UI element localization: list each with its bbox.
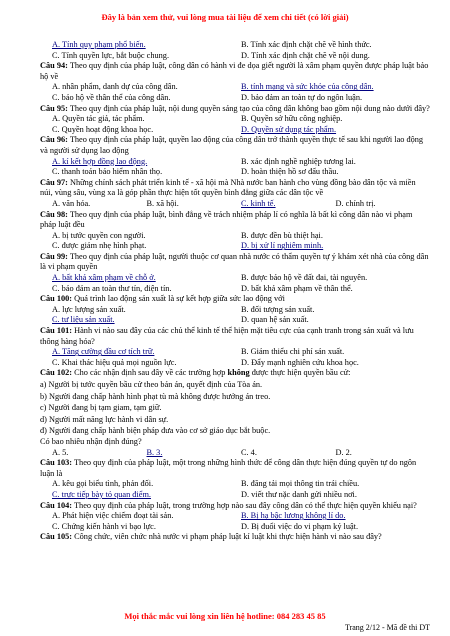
question-102 [40,368,430,379]
statement: a) Người bị tước quyền bầu cử theo bản án, quyết định của Tòa án. [40,380,263,389]
options-row [40,93,430,104]
option-a: A. văn hóa. [52,198,91,208]
question-text: Quá trình lao động sản xuất là sự kết hợp giữa sức lao động với [72,294,285,304]
page-number: Trang 2/12 - Mã đề thi DT [344,623,430,632]
options-row [40,199,430,210]
options-row [40,284,430,295]
option-d: D. 2. [335,447,352,457]
question-text: được thực hiện quyền bầu cử: [249,368,351,378]
question-number: Câu 99: [40,251,68,261]
option-b: B. Tính xác định chặt chẽ về hình thức. [241,40,372,49]
option-b: B. 3. [146,447,163,457]
options-row [40,358,430,369]
options-row [40,522,430,533]
question-text: Hành vi nào sau đây của các chủ thể kinh tế thể hiện mặt tiêu cực của cạnh tranh trong sản xuất và lưu thông hàng hóa? [40,326,414,346]
question-number: Câu 102: [40,368,73,378]
option-b: B. xã hội. [146,198,179,208]
hotline-footer: Mọi thắc mắc vui lòng xin liên hệ hotline: 084 283 45 85 [124,611,326,621]
option-a: A. lực lượng sản xuất. [52,304,126,314]
options-row [40,305,430,316]
question-98 [40,210,430,231]
question-101 [40,326,430,347]
option-c: C. bảo đảm an toàn thư tín, điện tín. [52,283,172,293]
option-a: A. bất khả xâm phạm về chỗ ở. [52,273,156,283]
question-text-emphasis: không [227,368,250,378]
options-row [40,167,430,178]
options-row [40,125,430,136]
option-b: B. xác định nghề nghiệp tương lai. [241,156,356,166]
options-row [40,241,430,252]
question-text: Theo quy định của pháp luật, một trong những hình thức để công dân thực hiện đúng quyền tự do ngôn luận là [40,458,417,478]
question-96 [40,135,430,156]
option-a: A. Phát hiện việc chiếm đoạt tài sản. [52,511,174,521]
question-104 [40,501,430,512]
option-a: A. Quyền tác giả, tác phẩm. [52,114,145,124]
option-a: A. nhân phẩm, danh dự của công dân. [52,82,178,92]
option-c: C. thanh toán bảo hiểm nhân thọ. [52,167,163,177]
option-d: D. chính trị. [335,198,376,208]
option-b: B. tính mạng và sức khỏe của công dân. [241,82,374,92]
option-d: D. Quyền sử dụng tác phẩm. [241,124,337,134]
question-number: Câu 103: [40,458,73,468]
question-99 [40,252,430,273]
options-row [40,82,430,93]
option-d: D. quan hệ sản xuất. [241,315,309,325]
option-d: D. viết thư nặc danh gửi nhiều nơi. [241,489,357,499]
exam-content [40,40,430,543]
options-row [40,157,430,168]
question-100 [40,294,430,305]
options-row [40,51,430,62]
question-text: Theo quy định của pháp luật, bình đẳng về trách nhiệm pháp lí có nghĩa là bất kì công dân nào vi phạm pháp luật đều [40,209,413,230]
option-b: B. Quyền sở hữu công nghiệp. [241,114,343,124]
question-text: Theo quy định của pháp luật, trong trường hợp nào sau đây công dân có thể thực hiện quyền khiếu nại? [72,500,417,510]
option-c: C. bảo hộ về thân thể của công dân. [52,92,171,102]
option-c: C. trực tiếp bày tỏ quan điểm. [52,489,151,499]
options-row [40,448,430,459]
option-c: C. kinh tế. [241,198,276,208]
option-a: A. kí kết hợp đồng lao động. [52,156,148,166]
options-row [40,231,430,242]
option-b: B. đối tượng sản xuất. [241,304,315,314]
options-row [40,347,430,358]
option-a: A. 5. [52,447,69,457]
question-text: Cho các nhận định sau đây về các trường hợp [72,368,228,378]
question-number: Câu 100: [40,294,73,304]
option-d: D. bất khả xâm phạm về thân thể. [241,283,353,293]
option-a: A. kêu gọi biểu tình, phản đối. [52,479,154,489]
question-105 [40,532,430,543]
question-number: Câu 98: [40,209,68,219]
option-b: B. được bảo hộ về đất đai, tài nguyên. [241,273,368,283]
options-row [40,511,430,522]
option-c: C. Chứng kiến hành vi bạo lực. [52,521,156,531]
question-text: Theo quy định của pháp luật, quyền lao động của công dân trở thành quyền thực tế sau khi người lao động và người sử dụng lao động [40,135,424,155]
option-c: C. tư liệu sản xuất. [52,315,115,325]
option-d: D. Tính xác định chặt chẽ về nội dung. [241,50,370,60]
option-d: D. Bị đuổi việc do vi phạm kỷ luật. [241,521,359,531]
statement: c) Người đang bị tạm giam, tạm giữ. [40,403,162,413]
option-a: A. bị tước quyền con người. [52,230,146,240]
question-103 [40,458,430,479]
option-a: A. Tính quy phạm phổ biến. [52,40,146,49]
question-97 [40,178,430,199]
option-b: B. đăng tải mọi thông tin trái chiều. [241,479,360,489]
options-row [40,479,430,490]
options-row [40,40,430,51]
option-c: C. được giảm nhẹ hình phạt. [52,241,147,251]
option-d: D. bị xử lí nghiêm minh. [241,241,324,251]
option-d: D. Đẩy mạnh nghiên cứu khoa học. [241,357,359,367]
option-c: C. Quyền hoạt động khoa học. [52,124,154,134]
question-text: Theo quy định của pháp luật, nội dung quyền sáng tạo của công dân không bao gồm nội dung nào dưới đây? [67,103,430,113]
statement: b) Người đang chấp hành hình phạt tù mà không được hưởng án treo. [40,391,271,401]
question-95 [40,104,430,115]
question-prompt: Có bao nhiêu nhận định đúng? [40,436,142,446]
option-b: B. Bị hạ bậc lương không lí do. [241,511,346,521]
question-number: Câu 95: [40,103,68,113]
question-number: Câu 105: [40,532,73,542]
question-number: Câu 94: [40,61,68,71]
preview-banner: Đây là bản xem thử, vui lòng mua tài liệu để xem chi tiết (có lời giải) [101,12,349,22]
option-a: A. Tăng cường đầu cơ tích trữ. [52,347,155,357]
options-row [40,273,430,284]
question-text: Theo quy định của pháp luật, người thuộc cơ quan nhà nước có thẩm quyền tự ý khám xét nhà của công dân là vi phạm quyền [40,251,429,272]
option-b: B. được đền bù thiệt hại. [241,230,323,240]
option-d: D. hoàn thiện hồ sơ đấu thầu. [241,167,339,177]
option-b: B. Giảm thiểu chi phí sản xuất. [241,347,345,357]
question-text: Theo quy định của pháp luật, công dân có hành vi đe dọa giết người là xâm phạm quyền được pháp luật bảo hộ về [40,61,429,81]
question-text: Những chính sách phát triển kinh tế - xã hội mà Nhà nước ban hành cho vùng đồng bào dân tộc và miền núi, vùng sâu, vùng xa là góp phần thực hiện tốt quyền bình đẳng giữa các dân tộc về [40,177,416,198]
question-number: Câu 97: [40,177,68,187]
options-row [40,315,430,326]
option-c: C. 4. [241,447,257,457]
option-c: C. Tính quyền lực, bắt buộc chung. [52,50,170,60]
question-number: Câu 101: [40,326,73,336]
statement: đ) Người đang chấp hành biện pháp đưa vào cơ sở giáo dục bắt buộc. [40,426,271,436]
options-row [40,114,430,125]
option-c: C. Khai thác hiệu quả mọi nguồn lực. [52,357,177,367]
option-d: D. bảo đảm an toàn tự do ngôn luận. [241,92,363,102]
question-text: Công chức, viên chức nhà nước vi phạm pháp luật kỉ luật khi thực hiện hành vi nào sau đây? [72,532,382,542]
options-row [40,490,430,501]
statement: d) Người mất năng lực hành vi dân sự. [40,414,169,424]
question-94 [40,61,430,82]
question-number: Câu 96: [40,135,68,145]
question-number: Câu 104: [40,500,73,510]
